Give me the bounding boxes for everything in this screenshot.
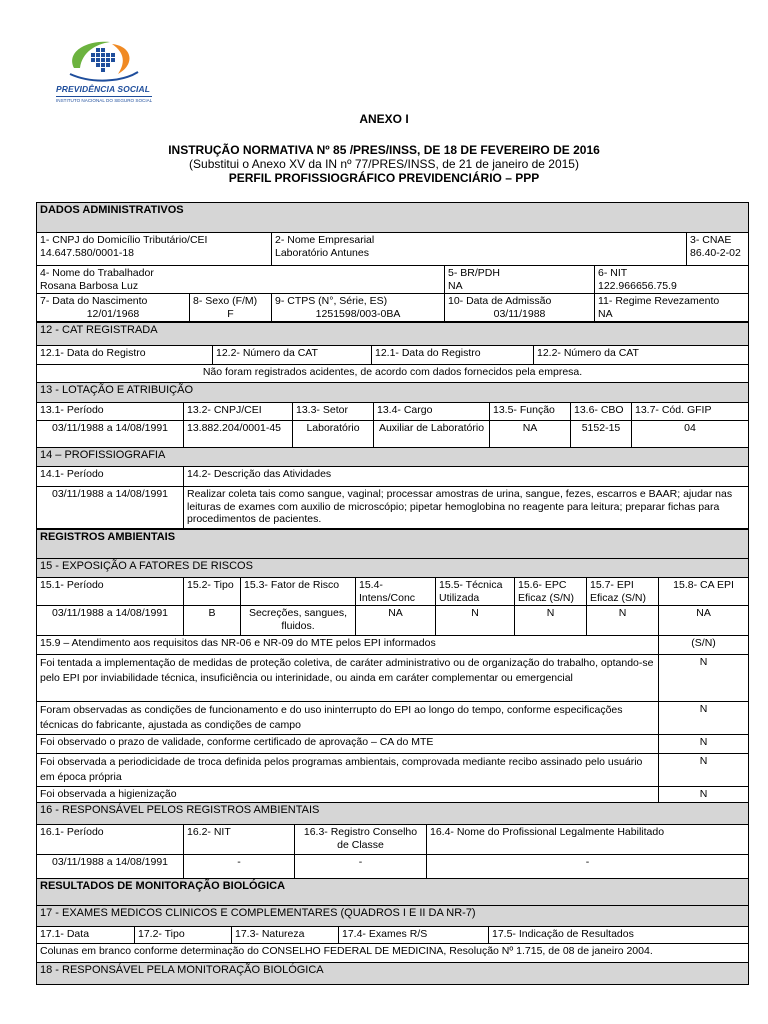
lotacao-cell: 04 xyxy=(632,421,749,449)
sex-value: F xyxy=(227,307,234,320)
risk-cell: Secreções, sangues, fluidos. xyxy=(241,606,356,636)
normative-subtitle: (Substitui o Anexo XV da IN nº 77/PRES/INSS, de 21 de janeiro de 2015) xyxy=(189,157,579,171)
risk-header: 15.6- EPC Eficaz (S/N) xyxy=(515,578,587,606)
birth-label: 7- Data do Nascimento xyxy=(40,295,148,307)
section-fatores-risco: 15 - EXPOSIÇÃO A FATORES DE RISCOS xyxy=(37,559,749,578)
cat-number-header: 12.2- Número da CAT xyxy=(213,346,372,365)
company-cell xyxy=(272,233,687,266)
logo-subtitle: INSTITUTO NACIONAL DO SEGURO SOCIAL xyxy=(56,98,153,103)
section-resp-biologica: 18 - RESPONSÁVEL PELA MONITORAÇÃO BIOLÓGICA xyxy=(37,963,749,985)
exam-header: 17.4- Exames R/S xyxy=(339,927,489,944)
section-resp-ambientais: 16 - RESPONSÁVEL PELOS REGISTROS AMBIENTAIS xyxy=(37,803,749,825)
risk-cell: N xyxy=(587,606,659,636)
worker-cell xyxy=(37,266,445,294)
lotacao-header: 13.5- Função xyxy=(490,403,571,421)
epi-item-text: Foi tentada a implementação de medidas de proteção coletiva, de caráter administrativo ou de organização do trabalho, optando-se pelo EPI por inviabilidade técnica, insuficiência ou interinidade, ou ainda em caráter complementar ou emergencial xyxy=(37,655,659,702)
epi-item-value: N xyxy=(659,735,749,754)
form-title: PERFIL PROFISSIOGRÁFICO PREVIDENCIÁRIO – PPP xyxy=(228,171,540,185)
company-value: Laboratório Antunes xyxy=(275,246,369,259)
regime-label: 11- Regime Revezamento xyxy=(598,295,720,307)
resp-header: 16.4- Nome do Profissional Legalmente Habilitado xyxy=(427,825,749,855)
section-lotacao: 13 - LOTAÇÃO E ATRIBUIÇÃO xyxy=(37,383,749,403)
lotacao-table xyxy=(36,382,749,449)
birth-value: 12/01/1968 xyxy=(86,307,140,320)
lotacao-header: 13.7- Cód. GFIP xyxy=(632,403,749,421)
birth-cell xyxy=(37,294,190,322)
risk-cell: N xyxy=(436,606,515,636)
risk-header: 15.2- Tipo xyxy=(184,578,241,606)
lotacao-cell: 13.882.204/0001-45 xyxy=(184,421,293,449)
brpdh-value: NA xyxy=(448,279,463,292)
section-cat: 12 - CAT REGISTRADA xyxy=(37,323,749,346)
worker-label: 4- Nome do Trabalhador xyxy=(40,267,154,279)
section-profissiografia: 14 – PROFISSIOGRAFIA xyxy=(37,448,749,467)
risk-header: 15.5- Técnica Utilizada xyxy=(436,578,515,606)
resp-cell: 03/11/1988 a 14/08/1991 xyxy=(37,855,184,879)
lotacao-cell: Laboratório xyxy=(293,421,374,449)
exam-header: 17.1- Data xyxy=(37,927,135,944)
section-dados-administrativos: DADOS ADMINISTRATIVOS xyxy=(37,203,749,233)
risk-header: 15.8- CA EPI xyxy=(659,578,749,606)
ctps-value: 1251598/003-0BA xyxy=(315,307,401,320)
epi-item-text: Foram observadas as condições de funcionamento e do uso ininterrupto do EPI ao longo do tempo, conforme especificações técnicas do fabricante, ajustada as condições de campo xyxy=(37,702,659,735)
risk-header: 15.3- Fator de Risco xyxy=(241,578,356,606)
prof-desc-value: Realizar coleta tais como sangue, vaginal; processar amostras de urina, sangue, fezes, escarros e BAAR; ajudar nas leituras de exames com auxilio de microscópio; pipetar hemoglobina no reagente para leitura; preparar fichas para procedimentos de pacientes. xyxy=(184,487,749,529)
exam-header: 17.2- Tipo xyxy=(135,927,232,944)
section-registros-ambientais: REGISTROS AMBIENTAIS xyxy=(37,530,749,559)
regime-cell xyxy=(595,294,749,322)
epi-heading: 15.9 – Atendimento aos requisitos das NR-06 e NR-09 do MTE pelos EPI informados xyxy=(37,636,659,655)
ctps-label: 9- CTPS (N°, Série, ES) xyxy=(275,295,388,307)
lotacao-header: 13.3- Setor xyxy=(293,403,374,421)
lotacao-header: 13.1- Período xyxy=(37,403,184,421)
lotacao-header: 13.2- CNPJ/CEI xyxy=(184,403,293,421)
exam-header: 17.3- Natureza xyxy=(232,927,339,944)
section-exames: 17 - EXAMES MEDICOS CLINICOS E COMPLEMENTARES (QUADROS I E II DA NR-7) xyxy=(37,906,749,927)
normative-title: INSTRUÇÃO NORMATIVA Nº 85 /PRES/INSS, DE 18 DE FEVEREIRO DE 2016 xyxy=(168,143,600,157)
epi-item-text: Foi observado o prazo de validade, conforme certificado de aprovação – CA do MTE xyxy=(37,735,659,754)
resp-header: 16.1- Período xyxy=(37,825,184,855)
epi-item-value: N xyxy=(659,754,749,787)
resp-header: 16.2- NIT xyxy=(184,825,295,855)
cat-reg-date-header-2: 12.1- Data do Registro xyxy=(372,346,534,365)
lotacao-cell: Auxiliar de Laboratório xyxy=(374,421,490,449)
risk-cell: 03/11/1988 a 14/08/1991 xyxy=(37,606,184,636)
admission-label: 10- Data de Admissão xyxy=(448,295,552,307)
risk-cell: B xyxy=(184,606,241,636)
risk-header: 15.7- EPI Eficaz (S/N) xyxy=(587,578,659,606)
epi-sn-header: (S/N) xyxy=(659,636,749,655)
epi-item-text: Foi observada a periodicidade de troca definida pelos programas ambientais, comprovada mediante recibo assinado pelo usuário em época própria xyxy=(37,754,659,787)
epi-item-text: Foi observada a higienização xyxy=(37,787,659,804)
epi-item-value: N xyxy=(659,787,749,804)
prof-period-value: 03/11/1988 a 14/08/1991 xyxy=(37,487,184,529)
cnpj-value: 14.647.580/0001-18 xyxy=(40,246,135,259)
env-resp-table xyxy=(36,802,749,879)
risk-cell: N xyxy=(515,606,587,636)
profissiografia-table xyxy=(36,447,749,529)
cnpj-label: 1- CNPJ do Domicílio Tributário/CEI xyxy=(40,234,208,246)
cat-number-header-2: 12.2- Número da CAT xyxy=(534,346,749,365)
lotacao-cell: 5152-15 xyxy=(571,421,632,449)
annex-title: ANEXO I xyxy=(359,112,409,126)
cnae-cell xyxy=(687,233,749,266)
admission-value: 03/11/1988 xyxy=(493,307,546,320)
brpdh-cell xyxy=(445,266,595,294)
cat-table xyxy=(36,322,749,383)
lotacao-header: 13.4- Cargo xyxy=(374,403,490,421)
resp-header: 16.3- Registro Conselho de Classe xyxy=(295,825,427,855)
exam-note: Colunas em branco conforme determinação do CONSELHO FEDERAL DE MEDICINA, Resolução Nº 1.715, de 08 de janeiro 2004. xyxy=(37,944,749,963)
lotacao-cell: NA xyxy=(490,421,571,449)
resp-cell: - xyxy=(427,855,749,879)
epi-item-value: N xyxy=(659,702,749,735)
brpdh-label: 5- BR/PDH xyxy=(448,267,500,279)
bio-table xyxy=(36,878,749,985)
worker-value: Rosana Barbosa Luz xyxy=(40,279,139,292)
lotacao-cell: 03/11/1988 a 14/08/1991 xyxy=(37,421,184,449)
risk-cell: NA xyxy=(356,606,436,636)
risk-header: 15.4- Intens/Conc xyxy=(356,578,436,606)
previdencia-logo-icon xyxy=(52,38,162,86)
prof-period-header: 14.1- Período xyxy=(37,467,184,487)
nit-label: 6- NIT xyxy=(598,267,628,279)
nit-cell xyxy=(595,266,749,294)
risk-cell: NA xyxy=(659,606,749,636)
ctps-cell xyxy=(272,294,445,322)
resp-cell: - xyxy=(295,855,427,879)
sex-label: 8- Sexo (F/M) xyxy=(193,295,258,307)
env-table xyxy=(36,529,749,804)
admission-cell xyxy=(445,294,595,322)
regime-value: NA xyxy=(598,307,613,320)
sex-cell xyxy=(190,294,272,322)
logo-brand: PREVIDÊNCIA SOCIAL xyxy=(56,84,151,94)
resp-cell: - xyxy=(184,855,295,879)
risk-header: 15.1- Período xyxy=(37,578,184,606)
cnae-label: 3- CNAE xyxy=(690,234,732,246)
cnae-value: 86.40-2-02 xyxy=(690,246,741,259)
lotacao-header: 13.6- CBO xyxy=(571,403,632,421)
logo xyxy=(52,38,162,106)
exam-header: 17.5- Indicação de Resultados xyxy=(489,927,749,944)
admin-table xyxy=(36,202,749,322)
cat-note: Não foram registrados acidentes, de acordo com dados fornecidos pela empresa. xyxy=(37,365,749,383)
cnpj-cell xyxy=(37,233,272,266)
prof-desc-header: 14.2- Descrição das Atividades xyxy=(184,467,749,487)
cat-reg-date-header: 12.1- Data do Registro xyxy=(37,346,213,365)
epi-item-value: N xyxy=(659,655,749,702)
company-label: 2- Nome Empresarial xyxy=(275,234,375,246)
nit-value: 122.966656.75.9 xyxy=(598,279,677,292)
section-monitoracao-biologica: RESULTADOS DE MONITORAÇÃO BIOLÓGICA xyxy=(37,879,749,906)
